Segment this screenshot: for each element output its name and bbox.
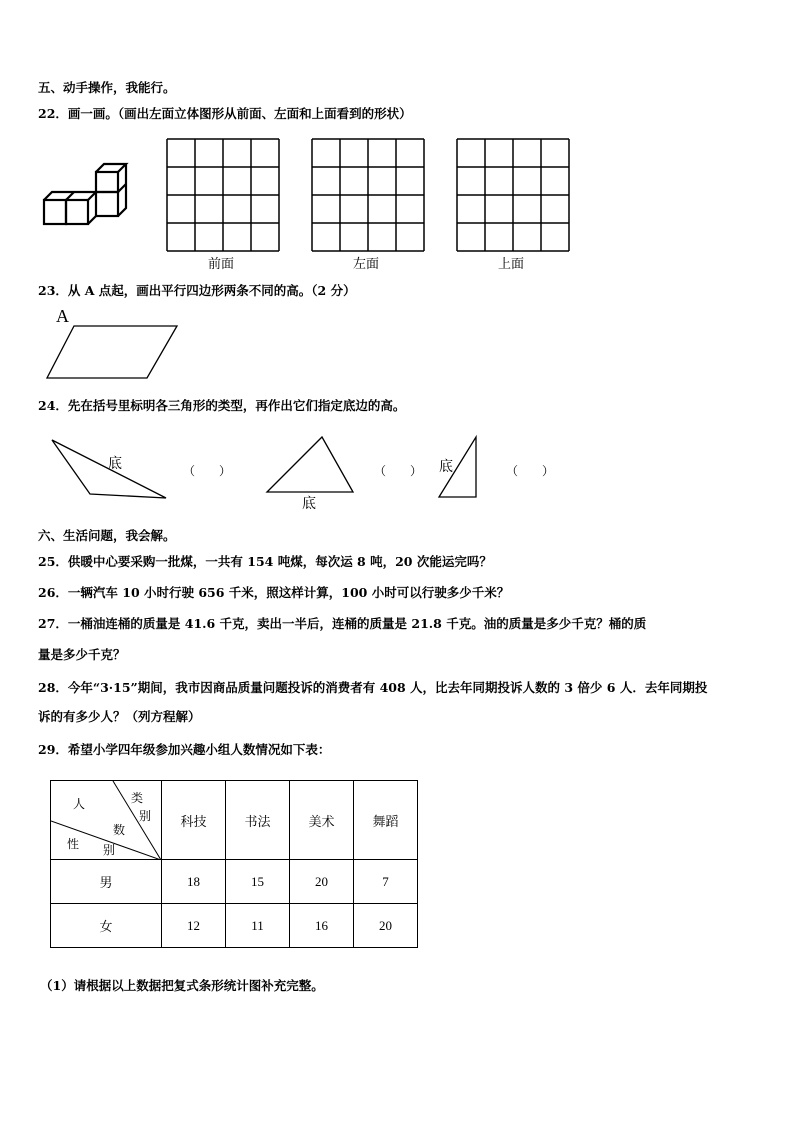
- cell-male-meishu: 20: [290, 860, 354, 904]
- cell-male-shufa: 15: [226, 860, 290, 904]
- question-29-sub1: （1）请根据以上数据把复式条形统计图补充完整。: [40, 978, 324, 993]
- point-a-label: A: [56, 306, 69, 326]
- col-header-shufa: 书法: [226, 781, 290, 860]
- corner-bie1: 别: [139, 809, 152, 823]
- table-row: [51, 904, 418, 948]
- question-24-text: 24．先在括号里标明各三角形的类型，再作出它们指定底边的高。: [38, 398, 406, 413]
- row-label-female: 女: [51, 904, 162, 948]
- question-27-line2: 量是多少千克？: [38, 647, 126, 662]
- section-6-title: 六、生活问题，我会解。: [38, 528, 176, 543]
- cell-female-meishu: 16: [290, 904, 354, 948]
- base-label-1: 底: [108, 456, 122, 472]
- question-26-text: 26．一辆汽车 10 小时行驶 656 千米，照这样计算，100 小时可以行驶多少千米？: [38, 585, 510, 600]
- interest-group-table: [50, 780, 418, 948]
- corner-bie2: 别: [103, 843, 116, 857]
- corner-shu: 数: [113, 823, 126, 837]
- cell-male-keji: 18: [162, 860, 226, 904]
- parallelogram[interactable]: [44, 322, 180, 382]
- table-corner-cell: [51, 781, 162, 860]
- question-22-text: 22．画一画。（画出左面立体图形从前面、左面和上面看到的形状）: [38, 106, 412, 121]
- label-front: 前面: [208, 257, 235, 272]
- question-25-text: 25．供暖中心要采购一批煤，一共有 154 吨煤，每次运 8 吨，20 次能运完吗？: [38, 554, 492, 569]
- cell-female-wudao: 20: [354, 904, 418, 948]
- answer-paren-3[interactable]: （ ）: [506, 464, 555, 478]
- answer-paren-2[interactable]: （ ）: [374, 464, 423, 478]
- section-5-title: 五、动手操作，我能行。: [38, 80, 176, 95]
- corner-ren: 人: [73, 797, 86, 811]
- cell-female-keji: 12: [162, 904, 226, 948]
- cell-female-shufa: 11: [226, 904, 290, 948]
- col-header-wudao: 舞蹈: [354, 781, 418, 860]
- question-28-line1: 28．今年“3·15”期间，我市因商品质量问题投诉的消费者有 408 人，比去年同期投诉人数的 3 倍少 6 人．去年同期投: [38, 680, 708, 695]
- label-left: 左面: [353, 257, 380, 272]
- question-23-text: 23．从 A 点起，画出平行四边形两条不同的高。（2 分）: [38, 283, 356, 298]
- grid-front[interactable]: [166, 138, 280, 252]
- label-top: 上面: [498, 257, 525, 272]
- question-27-line1: 27．一桶油连桶的质量是 41.6 千克，卖出一半后，连桶的质量是 21.8 千克。油的质量是多少千克？桶的质: [38, 616, 647, 631]
- col-header-meishu: 美术: [290, 781, 354, 860]
- corner-xing: 性: [67, 837, 80, 851]
- answer-paren-1[interactable]: （ ）: [183, 464, 232, 478]
- cell-male-wudao: 7: [354, 860, 418, 904]
- question-28-line2: 诉的有多少人？（列方程解）: [38, 709, 201, 724]
- col-header-keji: 科技: [162, 781, 226, 860]
- cube-figure: [40, 160, 135, 230]
- grid-left[interactable]: [311, 138, 425, 252]
- table-row: [51, 860, 418, 904]
- triangle-acute[interactable]: [264, 434, 356, 496]
- corner-lei: 类: [131, 791, 144, 805]
- base-label-2: 底: [302, 496, 316, 512]
- row-label-male: 男: [51, 860, 162, 904]
- base-label-3: 底: [439, 459, 453, 475]
- grid-top[interactable]: [456, 138, 570, 252]
- question-29-text: 29．希望小学四年级参加兴趣小组人数情况如下表：: [38, 742, 331, 757]
